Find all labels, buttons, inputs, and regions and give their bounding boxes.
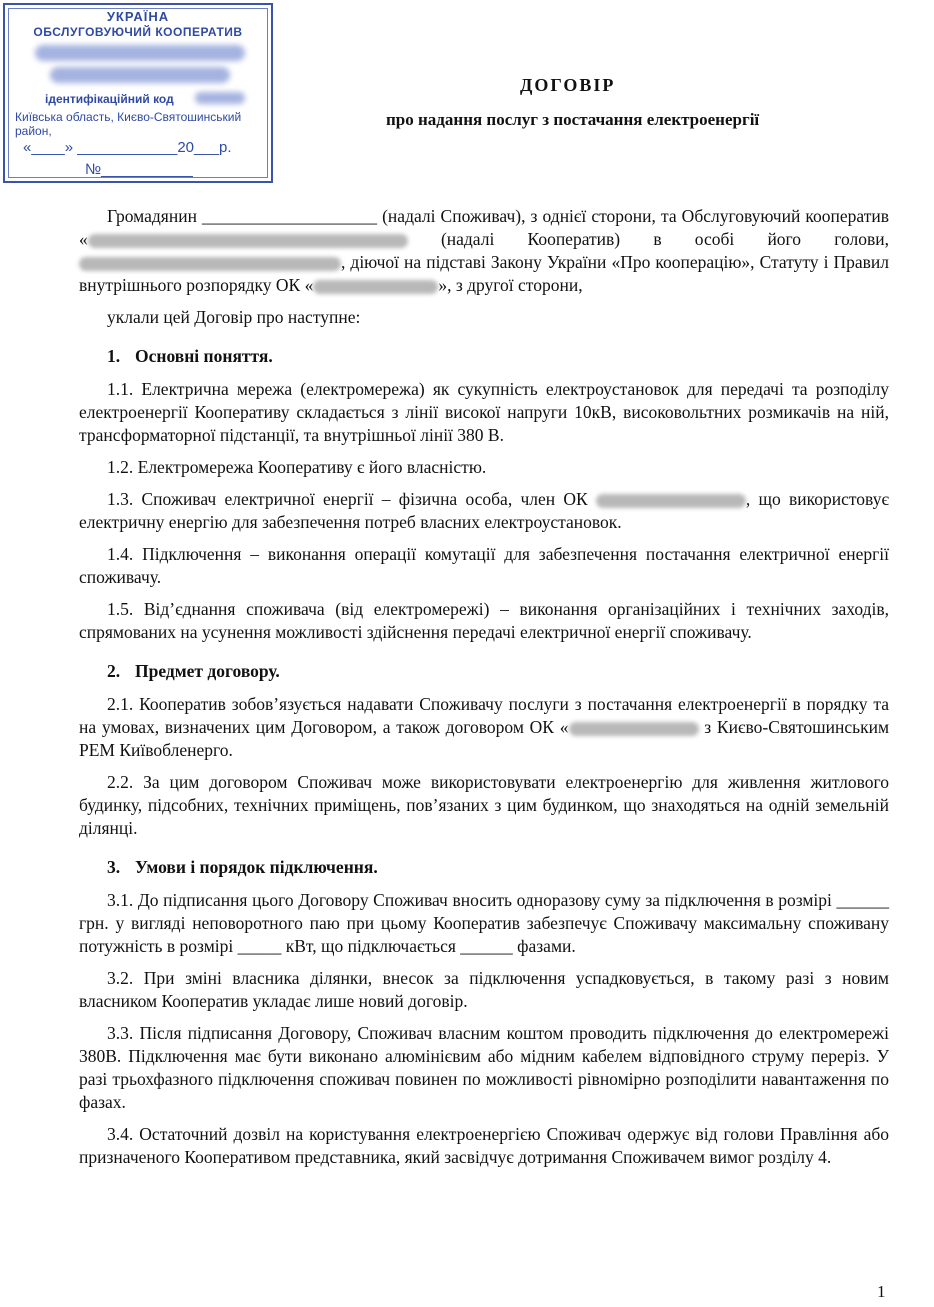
redacted-ok-name-2 (569, 722, 699, 736)
stamp-redaction-1 (35, 45, 245, 61)
clause-3-2: 3.2. При зміні власника ділянки, внесок за підключення успадковується, в такому разі з новим власником Кооператив укладає лише новий договір. (79, 968, 889, 1011)
section-2-title: Предмет договору. (135, 661, 280, 681)
stamp-org-type: ОБСЛУГОВУЮЧИЙ КООПЕРАТИВ (33, 25, 243, 39)
clause-3-3: 3.3. Після підписання Договору, Споживач власним коштом проводить підключення до електромережі 380В. Підключення має бути виконано алюмінієвим або мідним кабелем відповідного струму переріз. У разі трьохфазного підключення споживач повинен по можливості рівномірно розподілити навантаження по фазах. (79, 1023, 889, 1112)
page-number: 1 (877, 1282, 886, 1301)
section-3-heading (107, 856, 889, 879)
clause-3-1: 3.1. До підписання цього Договору Споживач вносить одноразову суму за підключення в розмірі ______ грн. у вигляді неповоротного паю при цьому Кооператив забезпечує Споживачу максимальну споживану потужність в розмірі _____ кВт, що підключається ______ фазами. (79, 890, 889, 956)
clause-1-4: 1.4. Підключення – виконання операції комутації для забезпечення постачання електричної енергії споживачу. (79, 544, 889, 587)
intro-paragraph (79, 205, 889, 297)
stamp-redaction-2 (50, 67, 230, 83)
stamp (3, 3, 273, 183)
document-title: ДОГОВІР (520, 75, 616, 95)
stamp-redaction-3 (195, 92, 245, 104)
document-subtitle: про надання послуг з постачання електроенергії (386, 110, 760, 129)
section-1-title: Основні поняття. (135, 346, 273, 366)
clause-1-2: 1.2. Електромережа Кооперативу є його власністю. (107, 457, 487, 477)
clause-3-4: 3.4. Остаточний дозвіл на користування електроенергією Споживач одержує від голови Правління або призначеного Кооперативом представника, який засвідчує дотримання Споживачем вимог розділу 4. (79, 1124, 889, 1167)
intro-text-4: », з другої сторони, (438, 275, 583, 295)
stamp-date: «____» ____________20___р. (23, 139, 232, 156)
clause-1-3-text-a: 1.3. Споживач електричної енергії – фізична особа, член ОК (107, 489, 596, 509)
stamp-id-code: ідентифікаційний код (45, 92, 174, 106)
redacted-coop-name (88, 234, 408, 248)
intro-text-1: Громадянин ____________________ (надалі Споживач), з однієї сторони, та Обслуговуючий кооператив « (79, 206, 889, 249)
redacted-coop-short (313, 280, 438, 294)
clause-1-5: 1.5. Від’єднання споживача (від електромережі) – виконання організаційних і технічних заходів, спрямованих на усунення можливості здійснення передачі електричної енергії споживачу. (79, 599, 889, 642)
clause-1-1: 1.1. Електрична мережа (електромережа) як сукупність електроустановок для передачі та розподілу електроенергії Кооперативу складається з лінії високої напруги 10кВ, високовольтних розмикачів на ній, трансформаторної підстанції, та внутрішньої лінії 380 В. (79, 379, 889, 445)
stamp-address: Київська область, Києво-Святошинський район, (15, 110, 242, 138)
redacted-ok-name (596, 494, 746, 508)
clause-2-1 (79, 693, 889, 762)
clause-1-3-text-b: , що використовує електричну енергію для забезпечення потреб власних електроустановок. (79, 489, 889, 532)
intro-agreed: уклали цей Договір про наступне: (107, 307, 361, 327)
section-2-number: 2. (107, 661, 121, 681)
stamp-country: УКРАЇНА (106, 9, 170, 24)
clause-2-1-text-a: 2.1. Кооператив зобов’язується надавати Споживачу послуги з постачання електроенергії в порядку та на умовах, визначених цим Договором, а також договором ОК « (79, 694, 889, 737)
intro-text-2: (надалі Кооператив) в особі його голови, (407, 229, 889, 249)
clause-2-1-text-b: з Києво-Святошинським РЕМ Київобленерго. (79, 717, 890, 760)
document-body (79, 205, 889, 1178)
section-2-heading (107, 660, 889, 683)
clause-2-2: 2.2. За цим договором Споживач може використовувати електроенергію для живлення житлового будинку, підсобних, технічних приміщень, пов’язаних з цим будинком, що знаходяться на одній земельній ділянці. (79, 772, 889, 838)
clause-1-3 (79, 488, 889, 534)
redacted-head-name (79, 257, 341, 271)
intro-text-3: , діючої на підставі Закону України «Про кооперацію», Статуту і Правил внутрішнього розпорядку ОК « (79, 252, 889, 295)
section-1-heading (107, 345, 889, 368)
section-1-number: 1. (107, 346, 121, 366)
stamp-number: №___________ (85, 161, 193, 178)
section-3-number: 3. (107, 857, 121, 877)
section-3-title: Умови і порядок підключення. (135, 857, 378, 877)
